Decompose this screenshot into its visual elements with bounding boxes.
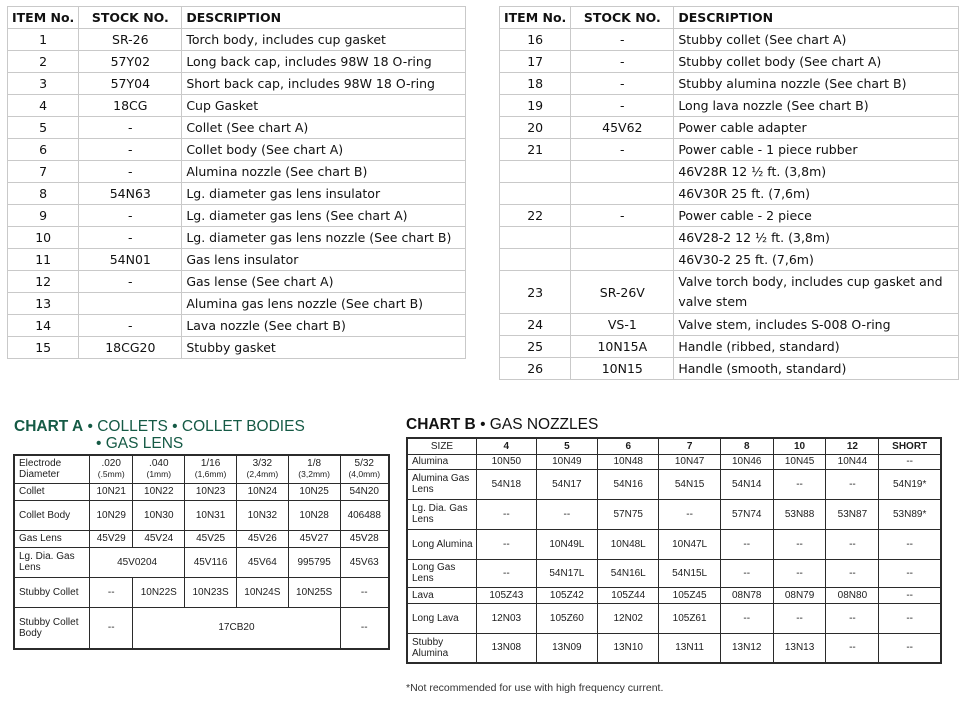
- chart-b-label: CHART B: [406, 416, 476, 433]
- table-row: [500, 205, 959, 227]
- cell: 406488: [340, 500, 389, 530]
- description: Valve torch body, includes cup gasket and valve stem: [674, 271, 959, 314]
- table-row: [8, 293, 466, 315]
- description: Cup Gasket: [182, 95, 466, 117]
- item-no: 23: [500, 271, 571, 314]
- electrode-diameter-label: Electrode Diameter: [14, 455, 90, 483]
- size-main: 1/16: [200, 458, 221, 470]
- cell: 10N22S: [133, 577, 185, 607]
- cell: 45V116: [185, 547, 237, 577]
- description: Long back cap, includes 98W 18 O-ring: [182, 51, 466, 73]
- description: Collet body (See chart A): [182, 139, 466, 161]
- cell: 10N31: [185, 500, 237, 530]
- cell: 10N24S: [236, 577, 288, 607]
- parts-table-left: [7, 6, 466, 359]
- cell: 45V64: [236, 547, 288, 577]
- stubby-collet-body-row: [14, 607, 389, 649]
- item-no: [500, 227, 571, 249]
- row-label: Collet Body: [14, 500, 90, 530]
- row-label: Gas Lens: [14, 530, 90, 547]
- item-no: 15: [8, 337, 79, 359]
- size-main: .040: [149, 458, 169, 470]
- table-row: [8, 315, 466, 337]
- cell: --: [826, 633, 879, 663]
- header-item-no: ITEM No.: [8, 7, 79, 29]
- cell: 10N28: [288, 500, 340, 530]
- description: Power cable - 1 piece rubber: [674, 139, 959, 161]
- stock-no: [571, 249, 674, 271]
- stubby-alumina-row: [407, 633, 941, 663]
- row-label: Stubby Alumina: [407, 633, 477, 663]
- item-no: 13: [8, 293, 79, 315]
- description: 46V28R 12 ½ ft. (3,8m): [674, 161, 959, 183]
- cell: --: [477, 499, 537, 529]
- description: Power cable adapter: [674, 117, 959, 139]
- size-short-header: SHORT: [879, 438, 941, 454]
- cell: 105Z44: [598, 587, 659, 603]
- description: Alumina gas lens nozzle (See chart B): [182, 293, 466, 315]
- stock-no: [571, 227, 674, 249]
- stock-no: -: [79, 315, 182, 337]
- stock-no: VS-1: [571, 314, 674, 336]
- cell: --: [720, 529, 773, 559]
- size-main: 1/8: [307, 458, 322, 470]
- cell: 54N15: [659, 469, 720, 499]
- cell: 45V0204: [90, 547, 185, 577]
- size-12-header: 12: [826, 438, 879, 454]
- size-col: [185, 455, 237, 483]
- item-no: 25: [500, 336, 571, 358]
- stock-no: -: [571, 29, 674, 51]
- table-row: [500, 139, 959, 161]
- stock-no: -: [571, 205, 674, 227]
- cell: --: [879, 633, 941, 663]
- item-no: 26: [500, 358, 571, 380]
- stock-no: SR-26: [79, 29, 182, 51]
- table-row: [8, 271, 466, 293]
- cell: 13N12: [720, 633, 773, 663]
- description: Handle (ribbed, standard): [674, 336, 959, 358]
- lg-dia-gas-lens-row: [407, 499, 941, 529]
- size-main: 3/32: [252, 458, 273, 470]
- size-7-header: 7: [659, 438, 720, 454]
- stock-no: -: [79, 205, 182, 227]
- parts-header-row: [8, 7, 466, 29]
- item-no: 5: [8, 117, 79, 139]
- description: Stubby collet (See chart A): [674, 29, 959, 51]
- cell: --: [879, 529, 941, 559]
- item-no: 2: [8, 51, 79, 73]
- table-row: [500, 161, 959, 183]
- lg-dia-gas-lens-row: [14, 547, 389, 577]
- stock-no: [79, 293, 182, 315]
- size-col: [340, 455, 389, 483]
- table-row: [8, 95, 466, 117]
- cell: --: [879, 454, 941, 469]
- alumina-gas-lens-row: [407, 469, 941, 499]
- collet-row: [14, 483, 389, 500]
- stock-no: -: [571, 95, 674, 117]
- cell: 13N10: [598, 633, 659, 663]
- cell: 10N47L: [659, 529, 720, 559]
- description: Torch body, includes cup gasket: [182, 29, 466, 51]
- chart-a-subtitle-2: • GAS LENS: [96, 435, 184, 452]
- table-row: [8, 337, 466, 359]
- item-no: 16: [500, 29, 571, 51]
- description: Handle (smooth, standard): [674, 358, 959, 380]
- cell: --: [720, 603, 773, 633]
- stock-no: 10N15A: [571, 336, 674, 358]
- cell: 45V25: [185, 530, 237, 547]
- item-no: [500, 183, 571, 205]
- chart-b-title: [406, 416, 598, 434]
- cell: 105Z43: [477, 587, 537, 603]
- cell: 45V28: [340, 530, 389, 547]
- description: Stubby collet body (See chart A): [674, 51, 959, 73]
- table-row: [8, 183, 466, 205]
- parts-table-right: [499, 6, 959, 380]
- table-row: [8, 29, 466, 51]
- cell: 17CB20: [133, 607, 340, 649]
- size-metric: (4,0mm): [348, 469, 381, 480]
- description: 46V30R 25 ft. (7,6m): [674, 183, 959, 205]
- cell: --: [340, 607, 389, 649]
- item-no: 24: [500, 314, 571, 336]
- cell: --: [536, 499, 597, 529]
- row-label: Lava: [407, 587, 477, 603]
- table-row: [500, 73, 959, 95]
- cell: --: [879, 587, 941, 603]
- description: 46V28-2 12 ½ ft. (3,8m): [674, 227, 959, 249]
- cell: 13N13: [773, 633, 826, 663]
- cell: 10N32: [236, 500, 288, 530]
- cell: 13N11: [659, 633, 720, 663]
- stock-no: 54N63: [79, 183, 182, 205]
- size-main: 5/32: [354, 458, 374, 470]
- stock-no: -: [571, 73, 674, 95]
- table-row: [8, 51, 466, 73]
- row-label: Collet: [14, 483, 90, 500]
- item-no: 22: [500, 205, 571, 227]
- cell: 10N24: [236, 483, 288, 500]
- cell: 08N79: [773, 587, 826, 603]
- item-no: 8: [8, 183, 79, 205]
- cell: 54N19*: [879, 469, 941, 499]
- cell: --: [826, 469, 879, 499]
- long-alumina-row: [407, 529, 941, 559]
- cell: 08N80: [826, 587, 879, 603]
- cell: 10N22: [133, 483, 185, 500]
- stock-no: -: [79, 139, 182, 161]
- cell: 10N50: [477, 454, 537, 469]
- cell: 10N25: [288, 483, 340, 500]
- header-stock-no: STOCK NO.: [79, 7, 182, 29]
- size-col: [90, 455, 133, 483]
- size-6-header: 6: [598, 438, 659, 454]
- cell: 54N20: [340, 483, 389, 500]
- size-col: [288, 455, 340, 483]
- cell: 995795: [288, 547, 340, 577]
- cell: 54N14: [720, 469, 773, 499]
- table-row: [8, 249, 466, 271]
- table-row: [8, 117, 466, 139]
- cell: 10N49L: [536, 529, 597, 559]
- stock-no: [571, 183, 674, 205]
- description: Alumina nozzle (See chart B): [182, 161, 466, 183]
- cell: 54N16: [598, 469, 659, 499]
- table-row: [8, 205, 466, 227]
- item-no: 9: [8, 205, 79, 227]
- cell: --: [90, 577, 133, 607]
- alumina-row: [407, 454, 941, 469]
- stock-no: [571, 161, 674, 183]
- cell: --: [826, 603, 879, 633]
- stock-no: 18CG20: [79, 337, 182, 359]
- cell: 105Z42: [536, 587, 597, 603]
- cell: --: [773, 469, 826, 499]
- chart-b-table: [406, 437, 942, 664]
- row-label: Stubby Collet: [14, 577, 90, 607]
- table-row: [500, 29, 959, 51]
- chart-b-subtitle: • GAS NOZZLES: [480, 416, 599, 433]
- size-metric: (3,2mm): [298, 469, 330, 480]
- cell: --: [773, 603, 826, 633]
- size-header: SIZE: [407, 438, 477, 454]
- size-4-header: 4: [477, 438, 537, 454]
- cell: --: [879, 559, 941, 587]
- item-no: 10: [8, 227, 79, 249]
- description: Valve stem, includes S-008 O-ring: [674, 314, 959, 336]
- cell: 08N78: [720, 587, 773, 603]
- table-row: [500, 95, 959, 117]
- item-no: 17: [500, 51, 571, 73]
- header-stock-no: STOCK NO.: [571, 7, 674, 29]
- stubby-collet-row: [14, 577, 389, 607]
- cell: 105Z60: [536, 603, 597, 633]
- gas-lens-row: [14, 530, 389, 547]
- table-row: [500, 117, 959, 139]
- stock-no: -: [571, 51, 674, 73]
- table-row: [500, 183, 959, 205]
- cell: 53N89*: [879, 499, 941, 529]
- item-no: 1: [8, 29, 79, 51]
- cell: 10N48L: [598, 529, 659, 559]
- size-metric: (.5mm): [97, 469, 125, 480]
- header-description: DESCRIPTION: [674, 7, 959, 29]
- row-label: Lg. Dia. Gas Lens: [14, 547, 90, 577]
- item-no: 20: [500, 117, 571, 139]
- cell: 105Z61: [659, 603, 720, 633]
- cell: 45V24: [133, 530, 185, 547]
- stock-no: 57Y02: [79, 51, 182, 73]
- cell: 53N88: [773, 499, 826, 529]
- cell: 54N16L: [598, 559, 659, 587]
- description: Lava nozzle (See chart B): [182, 315, 466, 337]
- cell: 10N46: [720, 454, 773, 469]
- table-row: [8, 139, 466, 161]
- cell: --: [773, 559, 826, 587]
- cell: 12N03: [477, 603, 537, 633]
- table-row: [500, 358, 959, 380]
- collet-body-row: [14, 500, 389, 530]
- description: Gas lens insulator: [182, 249, 466, 271]
- item-no: 19: [500, 95, 571, 117]
- stock-no: 45V62: [571, 117, 674, 139]
- stock-no: -: [571, 139, 674, 161]
- cell: 13N09: [536, 633, 597, 663]
- stock-no: -: [79, 227, 182, 249]
- cell: 53N87: [826, 499, 879, 529]
- description: Stubby gasket: [182, 337, 466, 359]
- cell: 10N30: [133, 500, 185, 530]
- lava-row: [407, 587, 941, 603]
- size-10-header: 10: [773, 438, 826, 454]
- size-col: [236, 455, 288, 483]
- chart-a-label: CHART A: [14, 418, 84, 435]
- table-row: [8, 227, 466, 249]
- size-5-header: 5: [536, 438, 597, 454]
- description: 46V30-2 25 ft. (7,6m): [674, 249, 959, 271]
- item-no: 14: [8, 315, 79, 337]
- cell: 10N25S: [288, 577, 340, 607]
- size-metric: (1mm): [146, 469, 172, 480]
- size-main: .020: [101, 458, 121, 470]
- cell: --: [773, 529, 826, 559]
- chart-b-header-row: [407, 438, 941, 454]
- cell: 45V26: [236, 530, 288, 547]
- stock-no: 54N01: [79, 249, 182, 271]
- table-row: [8, 161, 466, 183]
- chart-a-size-row: [14, 455, 389, 483]
- description: Long lava nozzle (See chart B): [674, 95, 959, 117]
- description: Short back cap, includes 98W 18 O-ring: [182, 73, 466, 95]
- stock-no: -: [79, 161, 182, 183]
- item-no: 3: [8, 73, 79, 95]
- cell: 10N23S: [185, 577, 237, 607]
- cell: --: [477, 529, 537, 559]
- description: Lg. diameter gas lens (See chart A): [182, 205, 466, 227]
- cell: --: [90, 607, 133, 649]
- row-label: Long Alumina: [407, 529, 477, 559]
- cell: --: [826, 559, 879, 587]
- chart-a-subtitle-1: • COLLETS • COLLET BODIES: [87, 418, 305, 435]
- table-row: [500, 51, 959, 73]
- row-label: Lg. Dia. Gas Lens: [407, 499, 477, 529]
- description: Gas lense (See chart A): [182, 271, 466, 293]
- description: Collet (See chart A): [182, 117, 466, 139]
- row-label: Alumina: [407, 454, 477, 469]
- cell: 45V63: [340, 547, 389, 577]
- cell: --: [477, 559, 537, 587]
- cell: 57N74: [720, 499, 773, 529]
- table-row: [8, 73, 466, 95]
- long-lava-row: [407, 603, 941, 633]
- description: Stubby alumina nozzle (See chart B): [674, 73, 959, 95]
- chart-b-footnote: *Not recommended for use with high frequency current.: [406, 682, 664, 694]
- item-no: 4: [8, 95, 79, 117]
- size-col: [133, 455, 185, 483]
- row-label: Alumina Gas Lens: [407, 469, 477, 499]
- size-8-header: 8: [720, 438, 773, 454]
- stock-no: 18CG: [79, 95, 182, 117]
- description: Power cable - 2 piece: [674, 205, 959, 227]
- stock-no: SR-26V: [571, 271, 674, 314]
- item-no: [500, 249, 571, 271]
- item-no: [500, 161, 571, 183]
- description: Lg. diameter gas lens nozzle (See chart B): [182, 227, 466, 249]
- parts-header-row: [500, 7, 959, 29]
- cell: 13N08: [477, 633, 537, 663]
- stock-no: 57Y04: [79, 73, 182, 95]
- table-row: [500, 336, 959, 358]
- chart-a-title: [14, 418, 305, 436]
- item-no: 7: [8, 161, 79, 183]
- stock-no: -: [79, 117, 182, 139]
- cell: 57N75: [598, 499, 659, 529]
- cell: 10N47: [659, 454, 720, 469]
- cell: --: [879, 603, 941, 633]
- cell: 10N21: [90, 483, 133, 500]
- item-no: 6: [8, 139, 79, 161]
- cell: 54N18: [477, 469, 537, 499]
- item-no: 11: [8, 249, 79, 271]
- table-row: [500, 314, 959, 336]
- stock-no: -: [79, 271, 182, 293]
- cell: 54N17: [536, 469, 597, 499]
- item-no: 12: [8, 271, 79, 293]
- cell: 10N44: [826, 454, 879, 469]
- long-gas-lens-row: [407, 559, 941, 587]
- header-description: DESCRIPTION: [182, 7, 466, 29]
- item-no: 21: [500, 139, 571, 161]
- cell: --: [720, 559, 773, 587]
- description: Lg. diameter gas lens insulator: [182, 183, 466, 205]
- cell: 12N02: [598, 603, 659, 633]
- table-row: [500, 227, 959, 249]
- header-item-no: ITEM No.: [500, 7, 571, 29]
- row-label: Stubby Collet Body: [14, 607, 90, 649]
- chart-a-table: [13, 454, 390, 650]
- row-label: Long Lava: [407, 603, 477, 633]
- item-no: 18: [500, 73, 571, 95]
- cell: --: [340, 577, 389, 607]
- cell: 45V27: [288, 530, 340, 547]
- cell: 10N45: [773, 454, 826, 469]
- cell: 10N23: [185, 483, 237, 500]
- table-row: [500, 271, 959, 314]
- size-metric: (1,6mm): [194, 469, 227, 480]
- cell: 10N49: [536, 454, 597, 469]
- table-row: [500, 249, 959, 271]
- cell: --: [826, 529, 879, 559]
- cell: 54N17L: [536, 559, 597, 587]
- cell: 10N48: [598, 454, 659, 469]
- cell: 10N29: [90, 500, 133, 530]
- stock-no: 10N15: [571, 358, 674, 380]
- cell: 105Z45: [659, 587, 720, 603]
- size-metric: (2,4mm): [246, 469, 279, 480]
- cell: 54N15L: [659, 559, 720, 587]
- cell: 45V29: [90, 530, 133, 547]
- cell: --: [659, 499, 720, 529]
- row-label: Long Gas Lens: [407, 559, 477, 587]
